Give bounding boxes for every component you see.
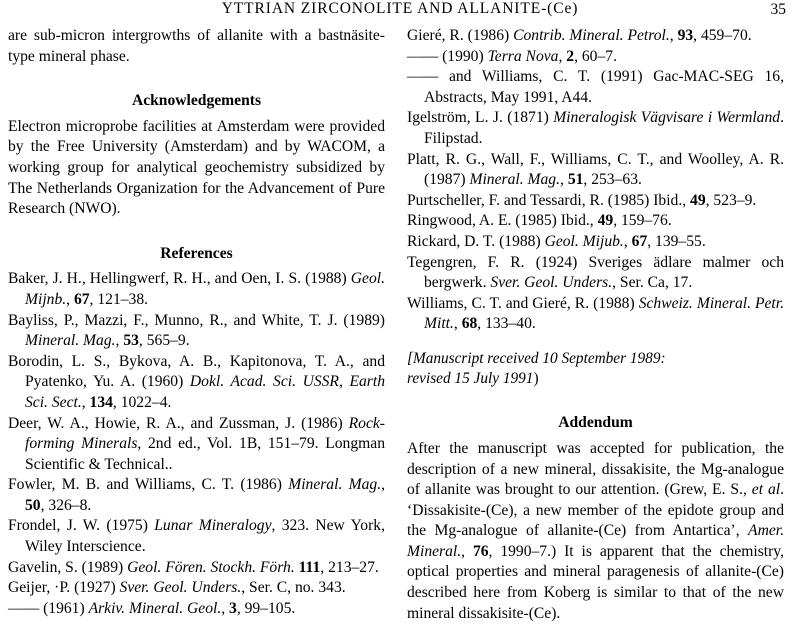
reference-list-right (407, 26, 784, 335)
text-run-roman: Fowler, M. B. and Williams, C. T. (1986) (8, 476, 289, 494)
ref-williams-giere-1988 (407, 294, 784, 335)
text-run-italic: Dokl. Acad. Sci. USSR, Earth Sci. Sect. (25, 373, 385, 411)
text-run-roman: , 60–7. (574, 47, 617, 65)
text-run-italic: Sver. Geol. Unders. (119, 579, 242, 597)
text-run-roman: Rickard, D. T. (1988) (407, 232, 545, 250)
ref-purtscheller-1985 (407, 191, 784, 212)
text-run-roman: —— (1961) (8, 599, 89, 617)
two-column-body (8, 26, 792, 624)
text-run-roman: , 121–38. (89, 290, 149, 308)
text-run-bold: 3 (229, 599, 237, 617)
manuscript-received-line: [Manuscript received 10 September 1989: (407, 349, 666, 367)
text-run-roman: , 565–9. (138, 332, 190, 350)
text-run-roman: , 133–40. (477, 315, 536, 333)
running-title: YTTRIAN ZIRCONOLITE AND ALLANITE-(Ce) (221, 0, 579, 17)
manuscript-received-note (407, 349, 784, 389)
text-run-roman: , (558, 47, 567, 65)
text-run-roman: Geijer, ·P. (1927) (8, 579, 120, 597)
text-run-roman: —— (1990) (407, 47, 488, 65)
ref-baker-1988 (8, 269, 385, 310)
manuscript-revised-text: revised 15 July 1991 (407, 370, 534, 388)
continued-paragraph: are sub-micron intergrowths of allanite with a bastnäsite-type mineral phase. (8, 27, 385, 65)
text-run-roman: , 523–9. (705, 191, 757, 209)
spacer (407, 389, 784, 413)
spacer (8, 67, 385, 91)
manuscript-revised-line (407, 369, 784, 389)
ref-geijer-1961 (8, 599, 385, 620)
ref-igelstrom-1871 (407, 108, 784, 149)
text-run-roman: Williams, C. T. and Gieré, R. (1988) (407, 294, 639, 312)
text-run-italic: Mineralogisk Vägvisare i Wermland (553, 109, 781, 127)
ref-rickard-1988 (407, 232, 784, 253)
text-run-bold: 51 (567, 171, 584, 189)
text-run-bold: 2 (566, 47, 575, 65)
text-run-roman: , (560, 171, 568, 189)
text-run-bold: 134 (89, 393, 113, 411)
text-run-roman: , Ser. Ca, 17. (612, 274, 693, 292)
text-run-roman: , Ser. C, no. 343. (241, 579, 346, 597)
addendum-text (407, 439, 784, 624)
text-run-roman: , 99–105. (236, 599, 296, 617)
text-run-roman: . Filipstad. (424, 109, 784, 147)
text-run-roman: , (221, 599, 230, 617)
text-run-roman: , (623, 232, 632, 250)
text-run-roman: , 323. New York, Wiley Interscience. (25, 517, 385, 556)
ref-gavelin-1989 (8, 558, 385, 579)
text-run-bold: 49 (690, 191, 706, 209)
text-run-italic: Lunar Mineralogy (154, 517, 272, 535)
ref-borodin-1960 (8, 352, 385, 414)
acknowledgements-text: Electron microprobe facilities at Amsterdam were provided by the Free University (Amsterdam) and by WACOM, a working group for analytical geochemistry subsidized by The Netherlands Organization for the Advancement of Pure Research (NWO). (8, 117, 385, 218)
text-run-bold: 50 (25, 496, 41, 514)
text-run-roman: Igelström, L. J. (1871) (407, 109, 554, 127)
ref-bayliss-1989 (8, 311, 385, 352)
text-run-italic: Mineral. Mag. (469, 171, 561, 189)
text-run-italic: Sver. Geol. Unders. (490, 274, 613, 292)
ref-giere-williams-1991 (407, 67, 784, 108)
text-run-roman: Tegengren, F. R. (1924) Sveriges ädlare malmer och bergwerk. (407, 253, 784, 292)
text-run-roman: , (381, 476, 385, 494)
text-run-bold: 111 (298, 558, 321, 576)
ref-giere-1990 (407, 47, 784, 68)
text-run-roman: , 459–70. (693, 27, 752, 44)
text-run-roman: , 326–8. (40, 496, 92, 514)
text-run-roman: Bayliss, P., Mazzi, F., Munno, R., and White, T. J. (1989) (8, 311, 385, 329)
text-run-roman: Frondel, J. W. (1975) (8, 517, 155, 535)
text-run-roman: , 139–55. (647, 232, 706, 250)
addendum-heading: Addendum (558, 414, 633, 432)
ref-geijer-1927 (8, 578, 385, 599)
page-number: 35 (770, 1, 786, 18)
text-run-italic: Mineral. Mag. (288, 476, 382, 494)
text-run-italic: Arkiv. Mineral. Geol. (88, 599, 222, 617)
text-run-italic: Geol. Mijnb. (25, 270, 385, 308)
text-run-bold: 67 (73, 290, 90, 308)
text-run-roman: , (461, 542, 473, 560)
ref-ringwood-1985 (407, 211, 784, 232)
ref-frondel-1975 (8, 516, 385, 557)
text-run-roman: Purtscheller, F. and Tessardi, R. (1985) Ibid., (407, 191, 691, 209)
text-run-roman: Ringwood, A. E. (1985) Ibid., (407, 212, 598, 230)
text-run-roman: —— and Williams, C. T. (1991) Gac-MAC-SEG 16, Abstracts, May 1991, A44. (407, 68, 784, 106)
spacer (8, 220, 385, 244)
right-column (407, 26, 784, 624)
text-run-italic: Amer. Mineral. (407, 522, 784, 560)
text-run-italic: Rock-forming Minerals (25, 414, 385, 453)
ref-giere-1986 (407, 26, 784, 47)
references-heading: References (160, 244, 233, 262)
text-run-roman: Deer, W. A., Howie, R. A., and Zussman, J. (1986) (8, 414, 349, 432)
manuscript-bracket-close: ) (533, 370, 539, 388)
text-run-roman: , 253–63. (583, 171, 642, 189)
text-run-roman: After the manuscript was accepted for publication, the description of a new mineral, dissakisite, the Mg-analogue of allanite was brought to our attention. (Grew, E. S., (407, 439, 784, 499)
text-run-italic: Schweiz. Mineral. Petr. Mitt. (424, 294, 784, 333)
text-run-roman: , 1022–4. (112, 393, 172, 411)
ref-deer-1986 (8, 414, 385, 476)
text-run-italic: Geol. Fören. Stockh. Förh. (127, 558, 295, 576)
left-column (8, 26, 385, 619)
text-run-roman: , 1990–7.) It is apparent that the chemistry, optical properties and mineral paragenesis of allanite-(Ce) described here from Koberg is similar to that of the new mineral dissakisite-(Ce). (407, 542, 784, 622)
reference-list-left (8, 269, 385, 619)
ref-tegengren-1924 (407, 253, 784, 294)
text-run-italic: Contrib. Mineral. Petrol. (513, 27, 670, 44)
text-run-roman: , 2nd ed., Vol. 1B, 151–79. Longman Scientific & Technical.. (25, 435, 385, 473)
text-run-roman: , (669, 27, 678, 44)
text-run-roman: Gieré, R. (1986) (407, 27, 514, 44)
text-run-italic: Geol. Mijub. (544, 232, 624, 250)
text-run-bold: 53 (123, 332, 139, 350)
ref-fowler-1986 (8, 475, 385, 516)
text-run-roman: . ‘Dissakisite-(Ce), a new member of the epidote group and the Mg-analogue of allanite-(Ce) from Antartica’, (407, 481, 784, 540)
text-run-italic: Terra Nova (487, 47, 559, 65)
spacer (407, 335, 784, 349)
text-run-roman: Platt, R. G., Wall, F., Williams, C. T., and Woolley, A. R. (1987) (407, 150, 784, 189)
text-run-roman: , 159–76. (613, 212, 672, 230)
text-run-bold: 93 (677, 27, 694, 44)
text-run-roman: , (66, 290, 74, 308)
text-run-italic: et al (751, 481, 781, 499)
text-run-roman: , (81, 393, 90, 411)
text-run-roman: , (115, 332, 124, 350)
text-run-bold: 76 (472, 542, 489, 560)
text-run-roman: , 213–27. (320, 558, 379, 576)
text-run-italic: Mineral. Mag. (25, 332, 116, 350)
running-head (8, 0, 792, 26)
text-run-bold: 68 (461, 315, 478, 333)
text-run-roman: , (453, 315, 462, 333)
acknowledgements-heading: Acknowledgements (131, 92, 262, 110)
text-run-roman: Gavelin, S. (1989) (8, 558, 128, 576)
text-run-roman: Borodin, L. S., Bykova, A. B., Kapitonova, T. A., and Pyatenko, Yu. A. (1960) (8, 352, 385, 391)
text-run-bold: 67 (631, 232, 648, 250)
text-run-bold: 49 (597, 212, 614, 230)
ref-platt-1987 (407, 150, 784, 191)
text-run-roman: Baker, J. H., Hellingwerf, R. H., and Oen, I. S. (1988) (8, 270, 351, 288)
